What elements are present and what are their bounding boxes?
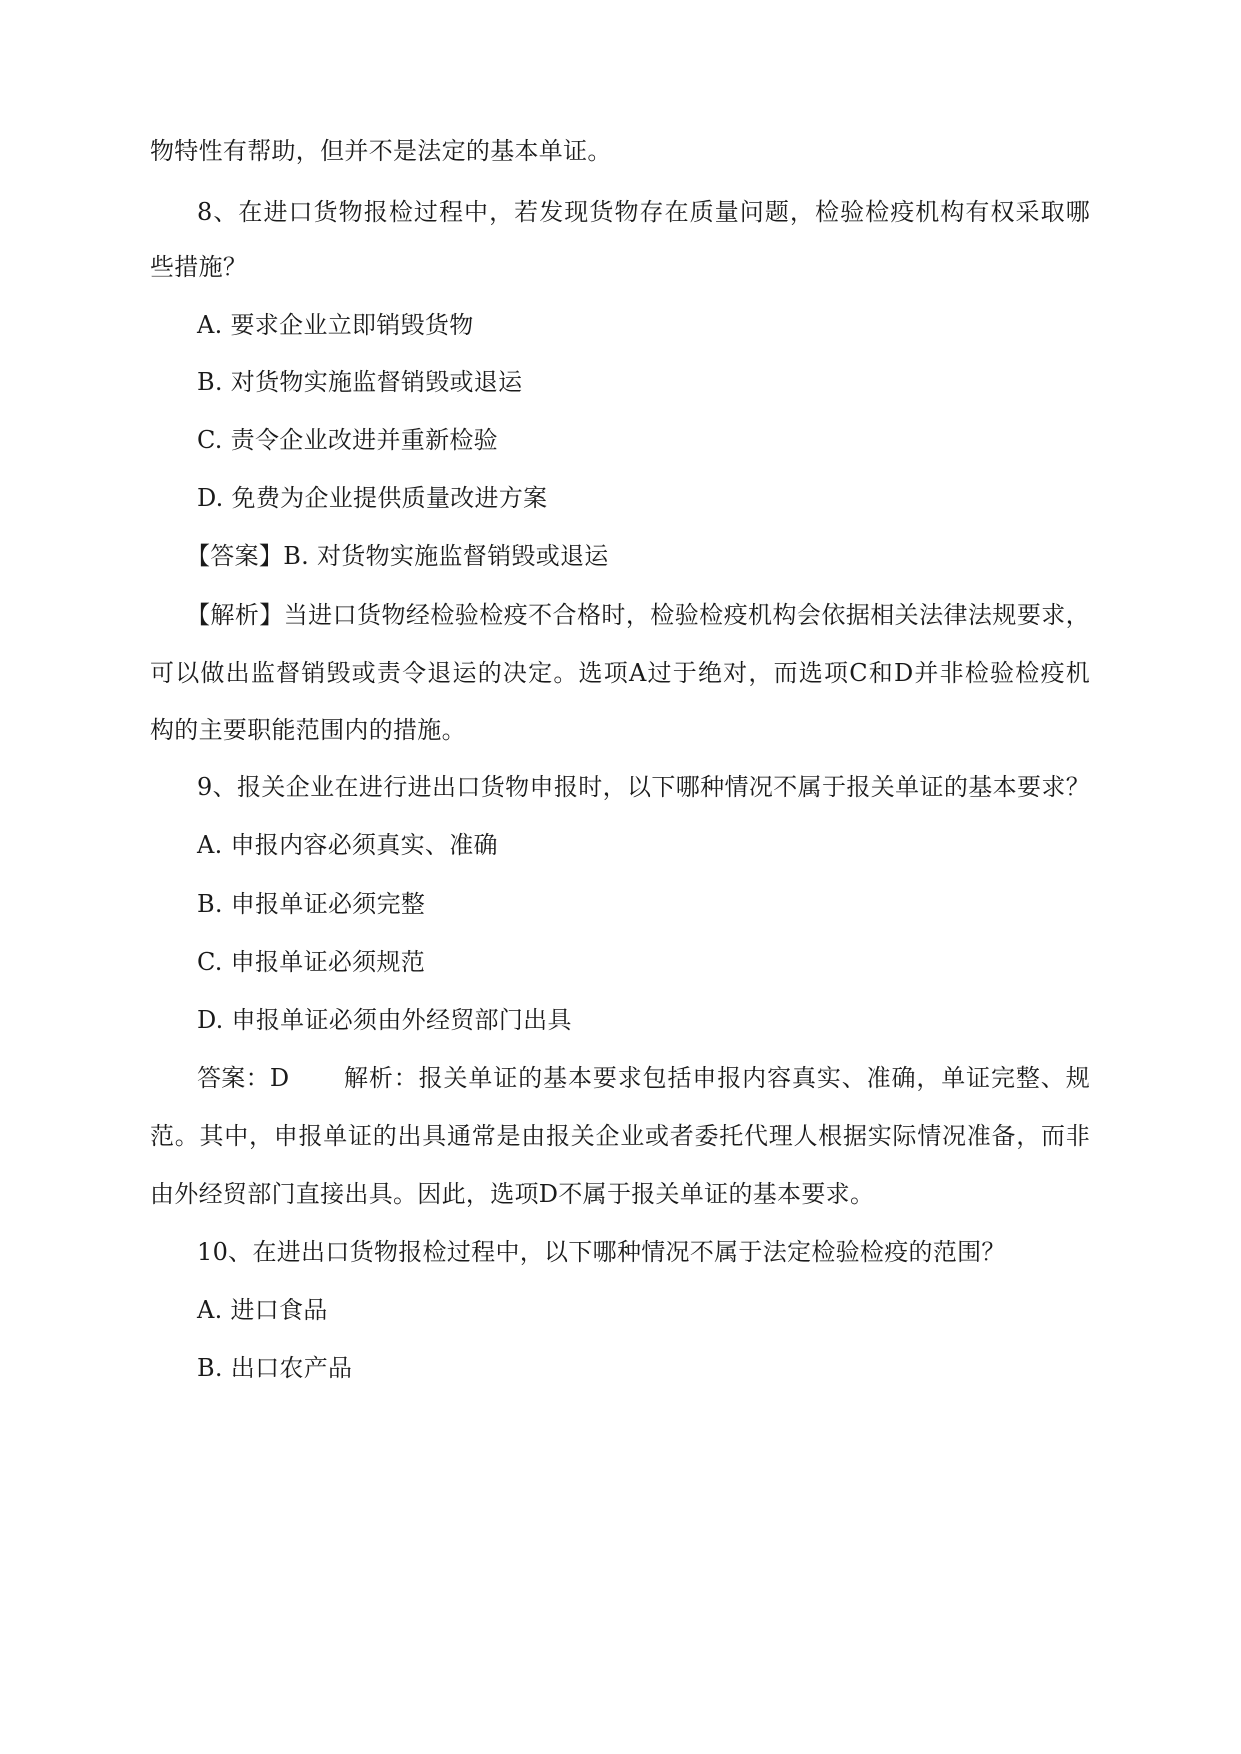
question-8-option-a: A. 要求企业立即销毁货物 — [197, 311, 474, 339]
question-9-explanation-2: 范。其中，申报单证的出具通常是由报关企业或者委托代理人根据实际情况准备，而非 — [150, 1122, 1090, 1150]
question-8-option-b: B. 对货物实施监督销毁或退运 — [197, 368, 523, 396]
question-9-explanation-1: 解析：报关单证的基本要求包括申报内容真实、准确，单证完整、规 — [344, 1064, 1090, 1092]
question-10-option-b: B. 出口农产品 — [197, 1354, 353, 1382]
question-8-option-c: C. 责令企业改进并重新检验 — [197, 426, 498, 454]
question-9-text: 9、报关企业在进行进出口货物申报时，以下哪种情况不属于报关单证的基本要求？ — [197, 773, 1090, 801]
question-8-text: 8、在进口货物报检过程中，若发现货物存在质量问题，检验检疫机构有权采取哪 — [197, 198, 1090, 226]
question-8-text-cont: 些措施？ — [150, 253, 248, 281]
question-8-answer: 【答案】B. 对货物实施监督销毁或退运 — [186, 542, 609, 570]
question-9-answer: 答案：D — [197, 1064, 290, 1092]
question-8-explanation-2: 可以做出监督销毁或责令退运的决定。选项A过于绝对，而选项C和D并非检验检疫机 — [150, 659, 1090, 687]
question-9-option-a: A. 申报内容必须真实、准确 — [197, 831, 498, 859]
question-8-option-d: D. 免费为企业提供质量改进方案 — [197, 484, 548, 512]
question-9-option-b: B. 申报单证必须完整 — [197, 890, 426, 918]
paragraph-continuation: 物特性有帮助，但并不是法定的基本单证。 — [150, 137, 612, 165]
question-9-option-d: D. 申报单证必须由外经贸部门出具 — [197, 1006, 572, 1034]
question-10-text: 10、在进出口货物报检过程中，以下哪种情况不属于法定检验检疫的范围？ — [197, 1238, 1006, 1266]
question-8-explanation-1: 【解析】当进口货物经检验检疫不合格时，检验检疫机构会依据相关法律法规要求， — [186, 601, 1090, 629]
question-8-explanation-3: 构的主要职能范围内的措施。 — [150, 716, 466, 744]
question-9-option-c: C. 申报单证必须规范 — [197, 948, 426, 976]
question-9-explanation-3: 由外经贸部门直接出具。因此，选项D不属于报关单证的基本要求。 — [150, 1180, 875, 1208]
question-10-option-a: A. 进口食品 — [197, 1296, 328, 1324]
